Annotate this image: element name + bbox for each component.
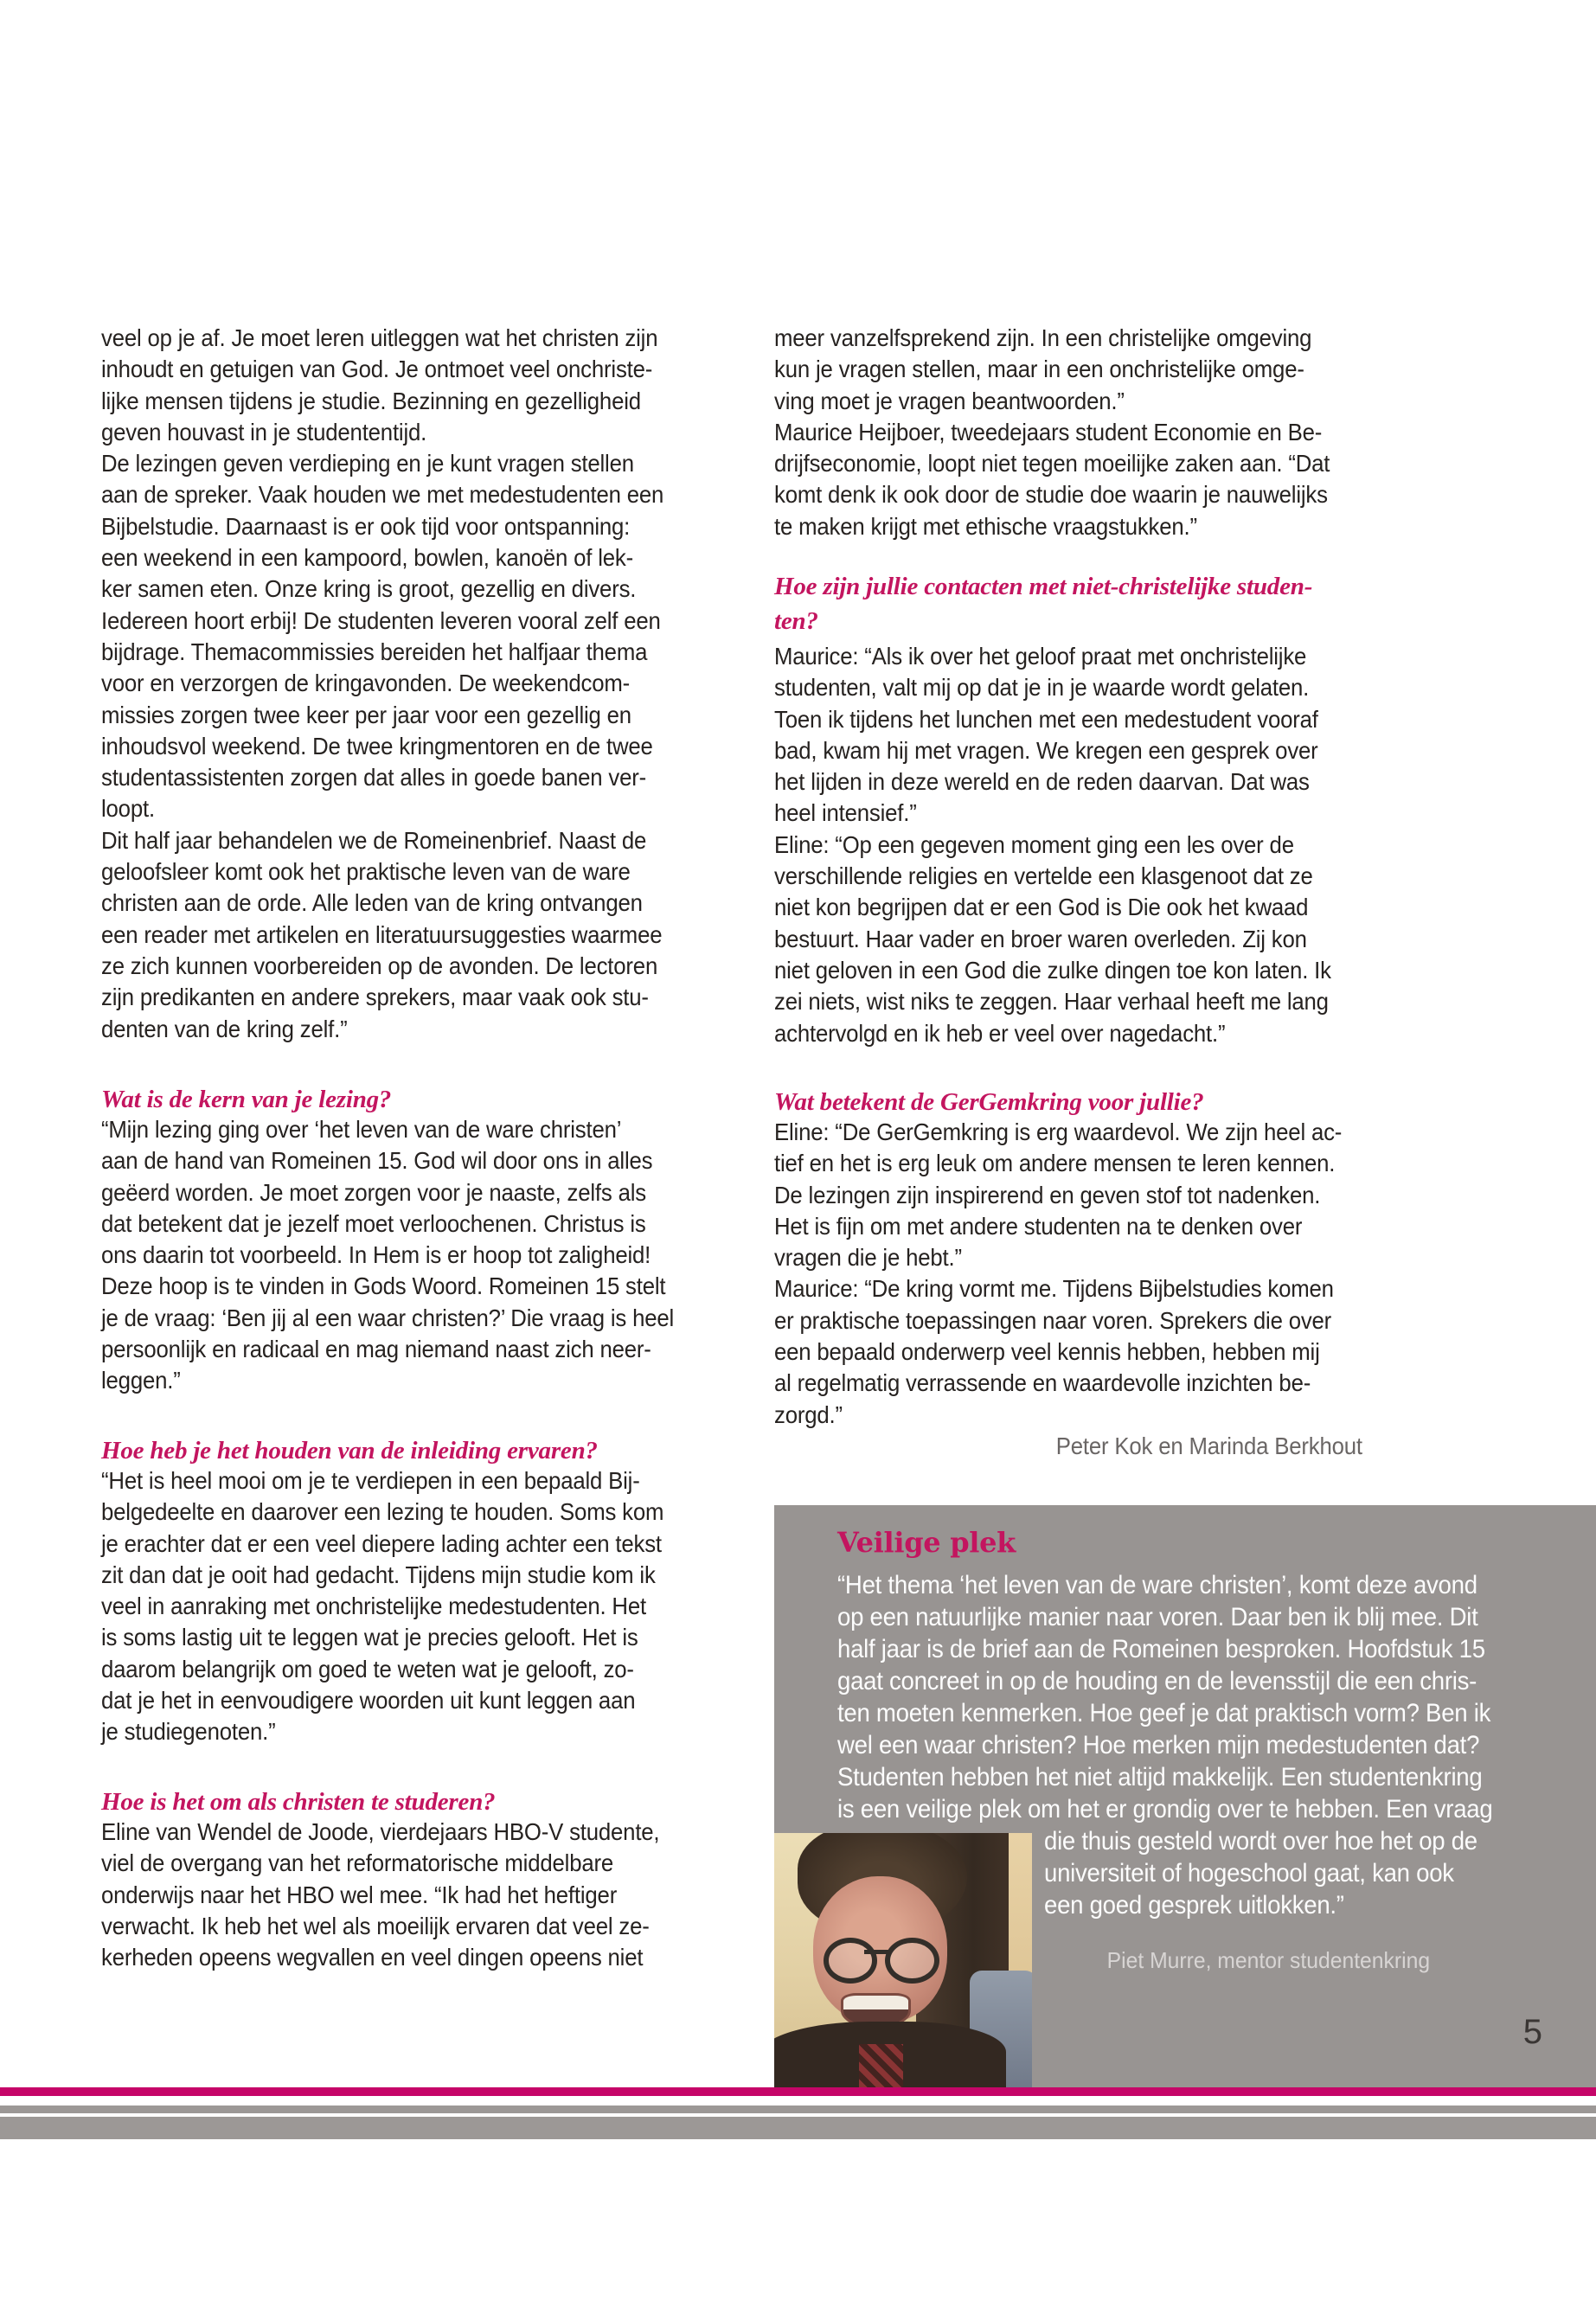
text-line: er praktische toepassingen naar voren. Sprekers die over (774, 1306, 1332, 1334)
col1-question-heading-1: Wat is de kern van je lezing? (101, 1086, 392, 1113)
text-line: op een natuurlijke manier naar voren. Daar ben ik blij mee. Dit (837, 1603, 1478, 1631)
footer-bar-gray-thick (0, 2117, 1596, 2139)
text-line: verwacht. Ik heb het wel als moeilijk ervaren dat veel ze- (101, 1912, 650, 1939)
text-line: al regelmatig verrassende en waardevolle inzichten be- (774, 1369, 1311, 1397)
mentor-photo (774, 1833, 1032, 2087)
col1-paragraph-2 (101, 1114, 674, 1397)
text-line: Maurice Heijboer, tweedejaars student Economie en Be- (774, 418, 1323, 445)
text-line: kerheden opeens wegvallen en veel dingen opeens niet (101, 1944, 644, 1971)
text-line: ker samen eten. Onze kring is groot, gezellig en divers. (101, 575, 637, 603)
text-line: belgedeelte en daarover een lezing te houden. Soms kom (101, 1498, 664, 1526)
text-line: niet geloven in een God die zulke dingen toe kon laten. Ik (774, 956, 1331, 984)
text-line: ving moet je vragen beantwoorden.” (774, 387, 1125, 414)
infobox-title: Veilige plek (837, 1526, 1016, 1559)
col2-paragraph-3 (774, 1117, 1342, 1431)
col1-question-heading-3: Hoe is het om als christen te studeren? (101, 1788, 496, 1816)
text-line: leggen.” (101, 1367, 181, 1394)
col2-paragraph-1 (774, 323, 1330, 542)
text-line: inhoudt en getuigen van God. Je ontmoet veel onchriste- (101, 356, 653, 383)
text-line: Studenten hebben het niet altijd makkelijk. Een studentenkring (837, 1763, 1483, 1791)
text-line: studenten, valt mij op dat je in je waarde wordt gelaten. (774, 674, 1310, 702)
text-line: tief en het is erg leuk om andere mensen te leren kennen. (774, 1150, 1336, 1177)
text-line: aan de spreker. Vaak houden we met medestudenten een (101, 481, 664, 509)
col2-paragraph-2 (774, 641, 1331, 1049)
col2-question-heading-2: Wat betekent de GerGemkring voor jullie? (774, 1088, 1204, 1116)
col1-paragraph-4 (101, 1817, 659, 1973)
text-line: “Het thema ‘het leven van de ware christen’, komt deze avond (837, 1571, 1477, 1599)
text-line: Bijbelstudie. Daarnaast is er ook tijd voor ontspanning: (101, 512, 631, 540)
text-line: geloofsleer komt ook het praktische leven van de ware (101, 858, 631, 886)
article-byline: Peter Kok en Marinda Berkhout (1055, 1433, 1362, 1459)
text-line: geëerd worden. Je moet zorgen voor je naaste, zelfs als (101, 1178, 646, 1206)
col1-paragraph-1 (101, 323, 663, 1045)
page-number: 5 (1522, 2013, 1542, 2051)
text-line: universiteit of hogeschool gaat, kan ook (1044, 1859, 1454, 1888)
text-line: je studiegenoten.” (101, 1718, 276, 1746)
text-line: gaat concreet in op de houding en de levensstijl die een chris- (837, 1667, 1477, 1695)
text-line: Deze hoop is te vinden in Gods Woord. Romeinen 15 stelt (101, 1272, 666, 1300)
text-line: Eline: “Op een gegeven moment ging een les over de (774, 830, 1294, 858)
text-line: meer vanzelfsprekend zijn. In een christelijke omgeving (774, 324, 1312, 351)
text-line: een reader met artikelen en literatuursuggesties waarmee (101, 920, 663, 948)
text-line: komt denk ik ook door de studie doe waarin je nauwelijks (774, 481, 1328, 509)
text-line: bijdrage. Themacommissies bereiden het halfjaar thema (101, 638, 648, 665)
text-line: is soms lastig uit te leggen wat je precies gelooft. Het is (101, 1624, 638, 1651)
text-line: zijn predikanten en andere sprekers, maar vaak ook stu- (101, 984, 649, 1011)
text-line: Dit half jaar behandelen we de Romeinenbrief. Naast de (101, 826, 647, 854)
text-line: die thuis gesteld wordt over hoe het op de (1044, 1827, 1477, 1856)
text-line: Toen ik tijdens het lunchen met een medestudent vooraf (774, 705, 1318, 733)
text-line: ze zich kunnen voorbereiden op de avonden. De lectoren (101, 952, 658, 979)
text-line: is een veilige plek om het er grondig over te hebben. Een vraag (837, 1795, 1493, 1823)
photo-plaid-shirt (859, 2044, 903, 2087)
text-line: wel een waar christen? Hoe merken mijn medestudenten dat? (837, 1731, 1480, 1759)
text-line: ons daarin tot voorbeeld. In Hem is er hoop tot zaligheid! (101, 1241, 651, 1269)
text-line: Eline: “De GerGemkring is erg waardevol. We zijn heel ac- (774, 1118, 1343, 1145)
text-line: Hoe zijn jullie contacten met niet-christelijke studen- (774, 573, 1313, 600)
text-line: “Mijn lezing ging over ‘het leven van de ware christen’ (101, 1116, 622, 1143)
text-line: een weekend in een kampoord, bowlen, kanoën of lek- (101, 544, 634, 572)
infobox-body (837, 1569, 1492, 1825)
text-line: denten van de kring zelf.” (101, 1015, 348, 1042)
photo-glasses-left-lens (824, 1938, 878, 1984)
text-line: studentassistenten zorgen dat alles in goede banen ver- (101, 764, 647, 792)
text-line: zei niets, wist niks te zeggen. Haar verhaal heeft me lang (774, 988, 1329, 1016)
text-line: heel intensief.” (774, 799, 917, 827)
text-line: aan de hand van Romeinen 15. God wil door ons in alles (101, 1147, 653, 1175)
text-line: verschillende religies en vertelde een klasgenoot dat ze (774, 862, 1313, 890)
text-line: Iedereen hoort erbij! De studenten leveren vooral zelf een (101, 606, 661, 634)
photo-glasses-right-lens (885, 1938, 939, 1984)
infobox-attribution: Piet Murre, mentor studentenkring (1106, 1947, 1430, 1973)
text-line: vragen die je hebt.” (774, 1244, 962, 1272)
text-line: zorgd.” (774, 1400, 843, 1428)
text-line: een goed gesprek uitlokken.” (1044, 1891, 1344, 1920)
text-line: je erachter dat er een veel diepere lading achter een tekst (101, 1529, 662, 1557)
text-line: daarom belangrijk om goed te weten wat je gelooft, zo- (101, 1655, 634, 1682)
text-line: half jaar is de brief aan de Romeinen besproken. Hoofdstuk 15 (837, 1635, 1485, 1663)
col2-question-heading-1 (774, 569, 1312, 638)
photo-glasses-bridge (864, 1950, 890, 1954)
infobox-body-wrapped (1044, 1825, 1477, 1921)
text-line: veel in aanraking met onchristelijke medestudenten. Het (101, 1593, 646, 1620)
text-line: De lezingen zijn inspirerend en geven stof tot nadenken. (774, 1181, 1321, 1208)
text-line: De lezingen geven verdieping en je kunt vragen stellen (101, 450, 634, 478)
text-line: voor en verzorgen de kringavonden. De weekendcom- (101, 670, 631, 697)
text-line: missies zorgen twee keer per jaar voor een gezellig en (101, 701, 631, 728)
text-line: Maurice: “De kring vormt me. Tijdens Bijbelstudies komen (774, 1275, 1334, 1303)
text-line: zit dan dat je ooit had gedacht. Tijdens mijn studie kom ik (101, 1561, 656, 1588)
text-line: “Het is heel mooi om je te verdiepen in een bepaald Bij- (101, 1467, 640, 1494)
text-line: Eline van Wendel de Joode, vierdejaars HBO-V studente, (101, 1818, 660, 1845)
text-line: drijfseconomie, loopt niet tegen moeilijke zaken aan. “Dat (774, 450, 1330, 478)
text-line: te maken krijgt met ethische vraagstukken.” (774, 512, 1197, 540)
text-line: veel op je af. Je moet leren uitleggen wat het christen zijn (101, 324, 658, 351)
footer-bar-magenta (0, 2087, 1596, 2096)
text-line: een bepaald onderwerp veel kennis hebben, hebben mij (774, 1338, 1320, 1366)
text-line: niet kon begrijpen dat er een God is Die ook het kwaad (774, 894, 1309, 921)
text-line: viel de overgang van het reformatorische middelbare (101, 1849, 614, 1877)
text-line: inhoudsvol weekend. De twee kringmentoren en de twee (101, 732, 653, 760)
text-line: kun je vragen stellen, maar in een onchristelijke omge- (774, 356, 1304, 383)
text-line: ten? (774, 607, 818, 635)
col1-paragraph-3 (101, 1465, 663, 1748)
text-line: bad, kwam hij met vragen. We kregen een gesprek over (774, 736, 1318, 764)
text-line: achtervolgd en ik heb er veel over nagedacht.” (774, 1019, 1226, 1047)
text-line: dat betekent dat je jezelf moet verloochenen. Christus is (101, 1209, 646, 1237)
text-line: dat je het in eenvoudigere woorden uit kunt leggen aan (101, 1687, 636, 1715)
text-line: Het is fijn om met andere studenten na te denken over (774, 1212, 1303, 1240)
text-line: het lijden in deze wereld en de reden daarvan. Dat was (774, 768, 1310, 796)
text-line: je de vraag: ‘Ben jij al een waar christen?’ Die vraag is heel (101, 1304, 675, 1331)
text-line: lijke mensen tijdens je studie. Bezinning en gezelligheid (101, 387, 641, 414)
text-line: bestuurt. Haar vader en broer waren overleden. Zij kon (774, 925, 1307, 952)
text-line: loopt. (101, 795, 155, 823)
text-line: persoonlijk en radicaal en mag niemand naast zich neer- (101, 1336, 651, 1363)
footer-bar-gray-thin (0, 2106, 1596, 2113)
text-line: geven houvast in je studententijd. (101, 418, 427, 445)
text-line: christen aan de orde. Alle leden van de kring ontvangen (101, 889, 643, 917)
text-line: ten moeten kenmerken. Hoe geef je dat praktisch vorm? Ben ik (837, 1699, 1491, 1727)
text-line: Maurice: “Als ik over het geloof praat met onchristelijke (774, 643, 1307, 670)
text-line: onderwijs naar het HBO wel mee. “Ik had het heftiger (101, 1881, 618, 1908)
col1-question-heading-2: Hoe heb je het houden van de inleiding ervaren? (101, 1437, 598, 1465)
